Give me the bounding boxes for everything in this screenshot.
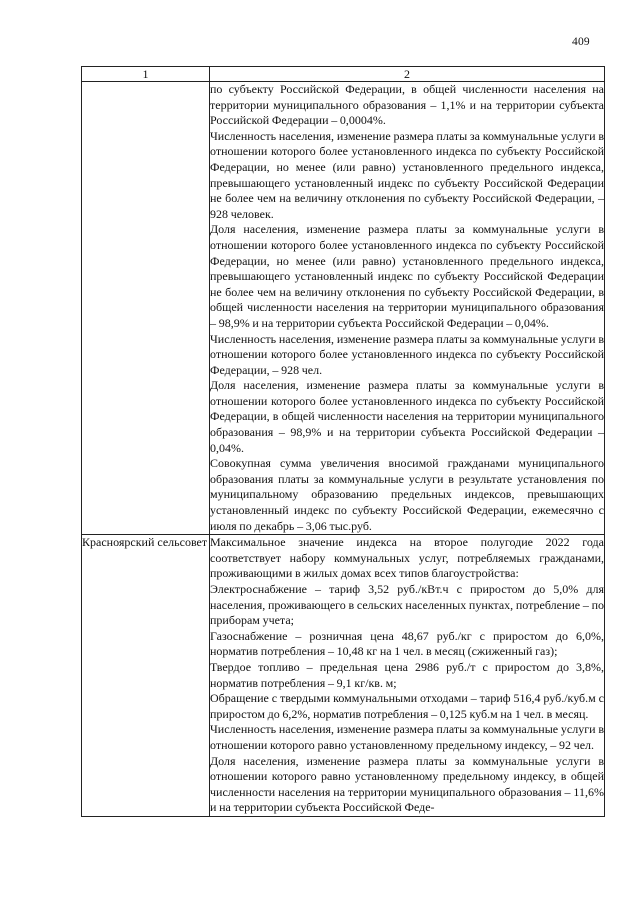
paragraph: Обращение с твердыми коммунальными отходами – тариф 516,4 руб./куб.м с приростом до 6,2%, норматив потребления – 0,125 куб.м на 1 чел. в месяц. (210, 691, 604, 721)
column-header-2: 2 (210, 67, 605, 82)
paragraph: по субъекту Российской Федерации, в общей численности населения на территории муниципального образования – 1,1% и на территории субъекта Российской Федерации – 0,0004%. (210, 82, 604, 128)
paragraph: Доля населения, изменение размера платы за коммунальные услуги в отношении которого равно установленному предельному индексу, в общей численности населения на территории муниципального образования – 11,6% и на территории субъекта Российской Феде- (210, 753, 604, 815)
paragraph: Численность населения, изменение размера платы за коммунальные услуги в отношении которого равно установленному предельному индексу, – 92 чел. (210, 722, 604, 752)
paragraph: Максимальное значение индекса на второе полугодие 2022 года соответствует набору коммунальных услуг, потребляемых гражданами, проживающими в жилых домах всех типов благоустройства: (210, 535, 604, 581)
paragraph: Электроснабжение – тариф 3,52 руб./кВт.ч с приростом до 5,0% для населения, проживающего в сельских населенных пунктах, потребление – по приборам учета; (210, 582, 604, 628)
row-label (82, 82, 210, 535)
table-header-row (82, 67, 605, 82)
document-table (81, 66, 605, 817)
paragraph: Твердое топливо – предельная цена 2986 руб./т с приростом до 3,8%, норматив потребления – 9,1 кг/кв. м; (210, 659, 604, 690)
column-header-1: 1 (82, 67, 210, 82)
row-content (210, 82, 605, 535)
table-row (82, 535, 605, 817)
row-label: Красноярский сельсовет (82, 535, 210, 817)
paragraph: Численность населения, изменение размера платы за коммунальные услуги в отношении которого более установленного индекса по субъекту Российской Федерации, но менее (или равно) установленного предельного индекса, превышающего установленный индекс по субъекту Российской Федерации не более чем на величину отклонения по субъекту Российской Федерации, – 928 человек. (210, 128, 604, 221)
paragraph: Численность населения, изменение размера платы за коммунальные услуги в отношении которого более установленного индекса по субъекту Российской Федерации, – 928 чел. (210, 331, 604, 377)
paragraph: Совокупная сумма увеличения вносимой гражданами муниципального образования платы за коммунальные услуги в результате установления по муниципальному образованию предельных индексов, превышающих установленный индекс по субъекту Российской Федерации, ежемесячно с июля по декабрь – 3,06 тыс.руб. (210, 456, 604, 533)
paragraph: Доля населения, изменение размера платы за коммунальные услуги в отношении которого более установленного индекса по субъекту Российской Федерации, но менее (или равно) установленного предельного индекса, превышающего установленный индекс по субъекту Российской Федерации не более чем на величину отклонения по субъекту Российской Федерации, в общей численности населения на территории муниципального образования – 98,9% и на территории субъекта Российской Федерации – 0,04%. (210, 222, 604, 330)
page-number: 409 (572, 36, 590, 48)
table-row (82, 82, 605, 535)
paragraph: Доля населения, изменение размера платы за коммунальные услуги в отношении которого более установленного индекса по субъекту Российской Федерации, в общей численности населения на территории муниципального образования – 98,9% и на территории субъекта Российской Федерации – 0,04%. (210, 378, 604, 455)
row-content (210, 535, 605, 817)
paragraph: Газоснабжение – розничная цена 48,67 руб./кг с приростом до 6,0%, норматив потребления – 10,48 кг на 1 чел. в месяц (сжиженный газ); (210, 628, 604, 659)
